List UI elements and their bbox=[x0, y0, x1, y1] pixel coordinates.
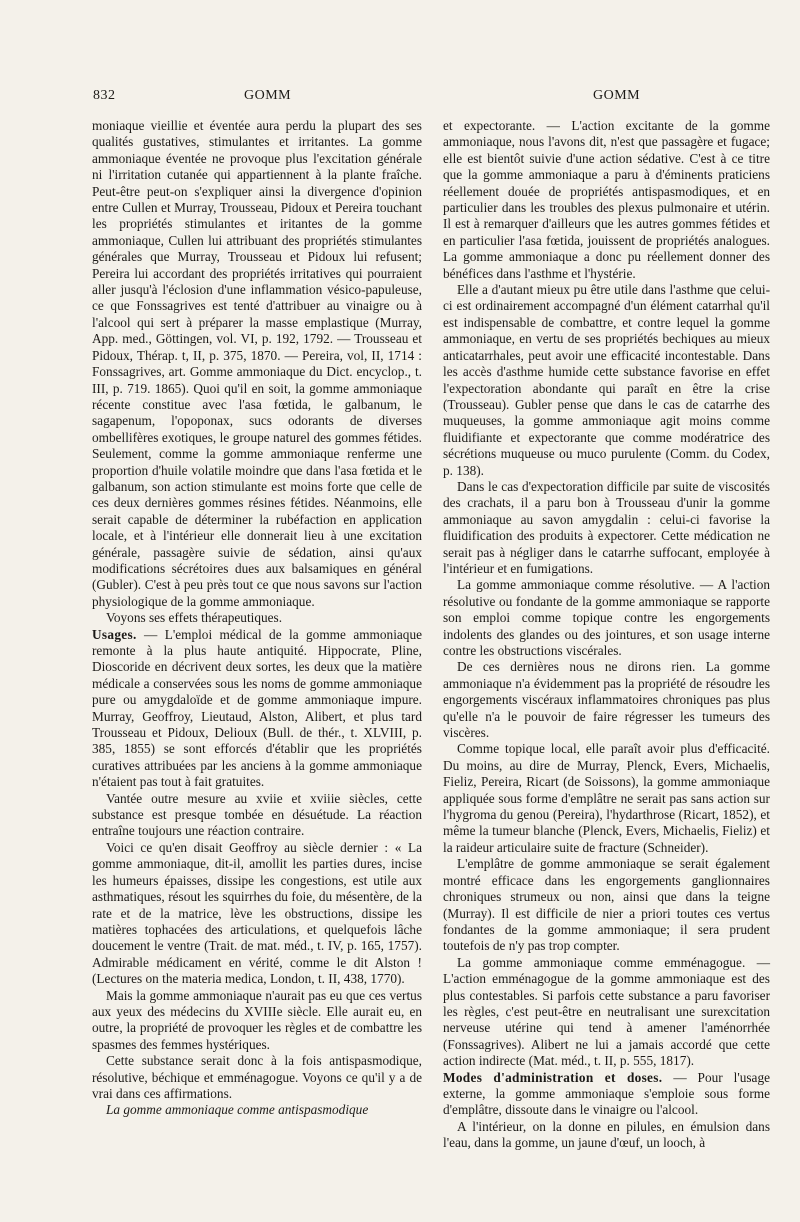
paragraph bbox=[443, 577, 770, 659]
paragraph bbox=[92, 627, 422, 791]
running-head-right: GOMM bbox=[593, 88, 641, 103]
paragraph-text: Elle a d'autant mieux pu être utile dans l'asthme que celui-ci est ordinairement accompagné d'un élément catarrhal qu'il est indispensable de combattre, et contre lequel la gomme ammoniaque, en vertu de ses propriétés bechiques au mieux anticatarrhales, peut avoir une efficacité incontestable. Dans les accès d'asthme humide cette substance favorise en effet l'expectoration abondante qui paraît en être la crise (Trousseau). Gubler pense que dans le cas de catarrhe des muqueuses, la gomme ammoniaque agit moins comme fluidifiante et expectorante que comme modératrice des sécrétions muqueuse ou muco purulente (Comm. du Codex, p. 138). bbox=[443, 282, 770, 478]
paragraph-text: La gomme ammoniaque comme emménagogue. — L'action emménagogue de la gomme ammoniaque est des plus contestables. Si parfois cette substance a paru favoriser les règles, c'est peut-être en neutralisant une surexcitation nerveuse utérine qui tend à amener l'aménorrhée (Fonssagrives). Alibert ne lui a jamais accordé que cette action indirecte (Mat. méd., t. II, p. 555, 1817). bbox=[443, 954, 770, 1069]
paragraph bbox=[92, 988, 422, 1054]
paragraph-text: — Pour l'usage externe, la gomme ammoniaque s'emploie sous forme d'emplâtre, dissoute dans le vinaigre ou l'alcool. bbox=[443, 1069, 770, 1118]
paragraph-text: La gomme ammoniaque comme antispasmodique bbox=[106, 1102, 369, 1118]
page-number: 832 bbox=[93, 88, 116, 103]
paragraph bbox=[443, 282, 770, 479]
left-column bbox=[92, 118, 422, 1119]
paragraph-text: L'emplâtre de gomme ammoniaque se serait également montré efficace dans les engorgements ganglionnaires chroniques strumeux ou non, ainsi que dans la teigne (Murray). Il est difficile de nier a priori toutes ces vertus fondantes de la gomme ammoniaque; il sera prudent toutefois de n'y pas trop compter. bbox=[443, 856, 770, 954]
paragraph-text: Voici ce qu'en disait Geoffroy au siècle dernier : « La gomme ammoniaque, dit-il, amollit les parties dures, incise les humeurs épaisses, dissipe les congestions, est utile aux asthmatiques, résout les squirrhes du foie, du mésentère, de la rate et de la matrice, lève les obstructions, dissipe les matières tophacées des articulations, et quelquefois lâche doucement le ventre (Trait. de mat. méd., t. IV, p. 165, 1757). Admirable médicament en vérité, comme le dit Alston ! (Lectures on the materia medica, London, t. II, 438, 1770). bbox=[92, 839, 422, 987]
paragraph bbox=[92, 840, 422, 988]
paragraph-text: Vantée outre mesure au xviie et xviiie siècles, cette substance est presque tombée en désuétude. La réaction entraîne toujours une réaction contraire. bbox=[92, 790, 422, 839]
paragraph bbox=[92, 118, 422, 610]
paragraph bbox=[443, 479, 770, 577]
paragraph-text: De ces dernières nous ne dirons rien. La gomme ammoniaque n'a évidemment pas la propriété de résoudre les engorgements viscéraux inflammatoires chroniques pas plus qu'elle n'a le pouvoir de faire régresser les tumeurs des viscères. bbox=[443, 659, 770, 741]
running-head-left: GOMM bbox=[244, 88, 292, 103]
paragraph bbox=[443, 118, 770, 282]
paragraph bbox=[443, 955, 770, 1070]
paragraph-text: — L'emploi médical de la gomme ammoniaque remonte à la plus haute antiquité. Hippocrate, Pline, Dioscoride en décrivent deux sortes, les deux que la matière médicale a conservées sous les noms de gomme ammoniaque pure ou amygdaloïde et de gomme ammoniaque impure. Murray, Geoffroy, Lieutaud, Alston, Alibert, et plus tard Trousseau et Pidoux, Delioux (Bull. de thér., t. XLVIII, p. 385, 1855) se sont efforcés d'établir que les propriétés curatives attribuées par les anciens à la gomme ammoniaque n'étaient pas tout à fait gratuites. bbox=[92, 626, 422, 790]
section-lead: Modes d'administration et doses. bbox=[443, 1069, 663, 1085]
section-lead: Usages. bbox=[92, 626, 137, 642]
paragraph-text: Cette substance serait donc à la fois antispasmodique, résolutive, béchique et emménagogue. Voyons ce qu'il y a de vrai dans ces affirmations. bbox=[92, 1053, 422, 1101]
paragraph bbox=[92, 791, 422, 840]
paragraph-text: et expectorante. — L'action excitante de la gomme ammoniaque, nous l'avons dit, n'est que passagère et fugace; elle est bientôt suivie d'une action sédative. C'est à ce titre que la gomme ammoniaque a paru à d'éminents praticiens réellement douée de propriétés antispasmodiques, et en particulier dans les troubles des plexus pulmonaire et utérin. Il est à remarquer d'ailleurs que les autres gommes fétides et en particulier l'asa fœtida, jouissent de propriétés analogues. La gomme ammoniaque a donc pu réellement donner des bénéfices dans l'asthme et l'hystérie. bbox=[443, 118, 770, 281]
paragraph bbox=[443, 856, 770, 954]
paragraph-text: moniaque vieillie et éventée aura perdu la plupart des ses qualités gustatives, stimulantes et irritantes. La gomme ammoniaque éventée ne provoque plus l'excitation générale ni l'irritation cutanée qui appartiennent à la plante fraîche. Peut-être peut-on s'expliquer ainsi la divergence d'opinion entre Cullen et Murray, Trousseau, Pidoux et Pereira touchant les propriétés stimulantes et iritantes de la gomme ammoniaque, Cullen lui attribuant des propriétés stimulantes générales que Murray, Trousseau et Pidoux lui refusent; Pereira lui accordant des propriétés irritatives qui pourraient aller jusqu'à l'éclosion d'une inflammation vésico-papuleuse, ce que Fonssagrives est tenté d'attribuer au vinaigre ou à l'alcool qui sert à préparer la masse emplastique (Murray, App. med., Göttingen, vol. VI, p. 192, 1792. — Trousseau et Pidoux, Thérap. t, II, p. 375, 1870. — Pereira, vol, II, 1714 : Fonssagrives, art. Gomme ammoniaque du Dict. encyclop., t. III, p. 719. 1865). Quoi qu'il en soit, la gomme ammoniaque récente constitue avec l'asa fœtida, le galbanum, le sagapenum, l'opoponax, sucs odorants de diverses ombellifères exotiques, le groupe naturel des gommes fétides. Seulement, comme la gomme ammoniaque renferme une proportion d'huile volatile moindre que dans l'asa fœtida et le galbanum, son action stimulante est moins forte que celle de ces deux dernières gommes résines fétides. Néanmoins, elle serait capable de déterminer la rubéfaction en application locale, et à l'intérieur elle donnerait lieu à une excitation générale, passagère suivie de sédation, ainsi qu'aux modifications sécrétoires dues aux balsamiques en général (Gubler). C'est à peu près tout ce que nous savons sur l'action physiologique de la gomme ammoniaque. bbox=[92, 118, 422, 609]
paragraph bbox=[443, 659, 770, 741]
paragraph bbox=[443, 1070, 770, 1119]
right-column bbox=[443, 118, 770, 1152]
paragraph-text: Dans le cas d'expectoration difficile par suite de viscosités des crachats, il a paru bon à Trousseau d'unir la gomme ammoniaque au savon amygdalin : celui-ci favorise la fluidification des produits à expectorer. Cette médication ne serait pas à négliger dans le catarrhe suffocant, employée à l'intérieur et en fumigations. bbox=[443, 478, 770, 576]
paragraph bbox=[443, 741, 770, 856]
paragraph-text: Comme topique local, elle paraît avoir plus d'efficacité. Du moins, au dire de Murray, Plenck, Evers, Michaelis, Fieliz, Pereira, Ricart (de Soissons), la gomme ammoniaque appliquée sous forme d'emplâtre ne serait pas sans action sur l'hygroma du genou (Pereira), l'hydarthrose (Ricart, 1852), et même la tumeur blanche (Plenck, Evers, Michaelis, Fieliz) et la raideur articulaire suite de fracture (Schneider). bbox=[443, 741, 770, 855]
paragraph-text: La gomme ammoniaque comme résolutive. — A l'action résolutive ou fondante de la gomme ammoniaque se rapporte son emploi comme topique contre les engorgements indolents des glandes ou des jointures, et son usage interne contre les obstructions viscérales. bbox=[443, 577, 770, 658]
paragraph-text: Voyons ses effets thérapeutiques. bbox=[106, 610, 283, 626]
paragraph bbox=[443, 1119, 770, 1152]
paragraph-text: A l'intérieur, on la donne en pilules, en émulsion dans l'eau, dans la gomme, un jaune d'œuf, un looch, à bbox=[443, 1118, 770, 1151]
paragraph bbox=[92, 1053, 422, 1102]
paragraph-text: Mais la gomme ammoniaque n'aurait pas eu que ces vertus aux yeux des médecins du XVIIIe siècle. Elle aurait eu, en outre, la propriété de provoquer les règles et de combattre les spasmes des femmes hystériques. bbox=[92, 987, 422, 1052]
paragraph bbox=[92, 610, 422, 626]
paragraph bbox=[92, 1102, 422, 1118]
page-header bbox=[0, 88, 800, 110]
